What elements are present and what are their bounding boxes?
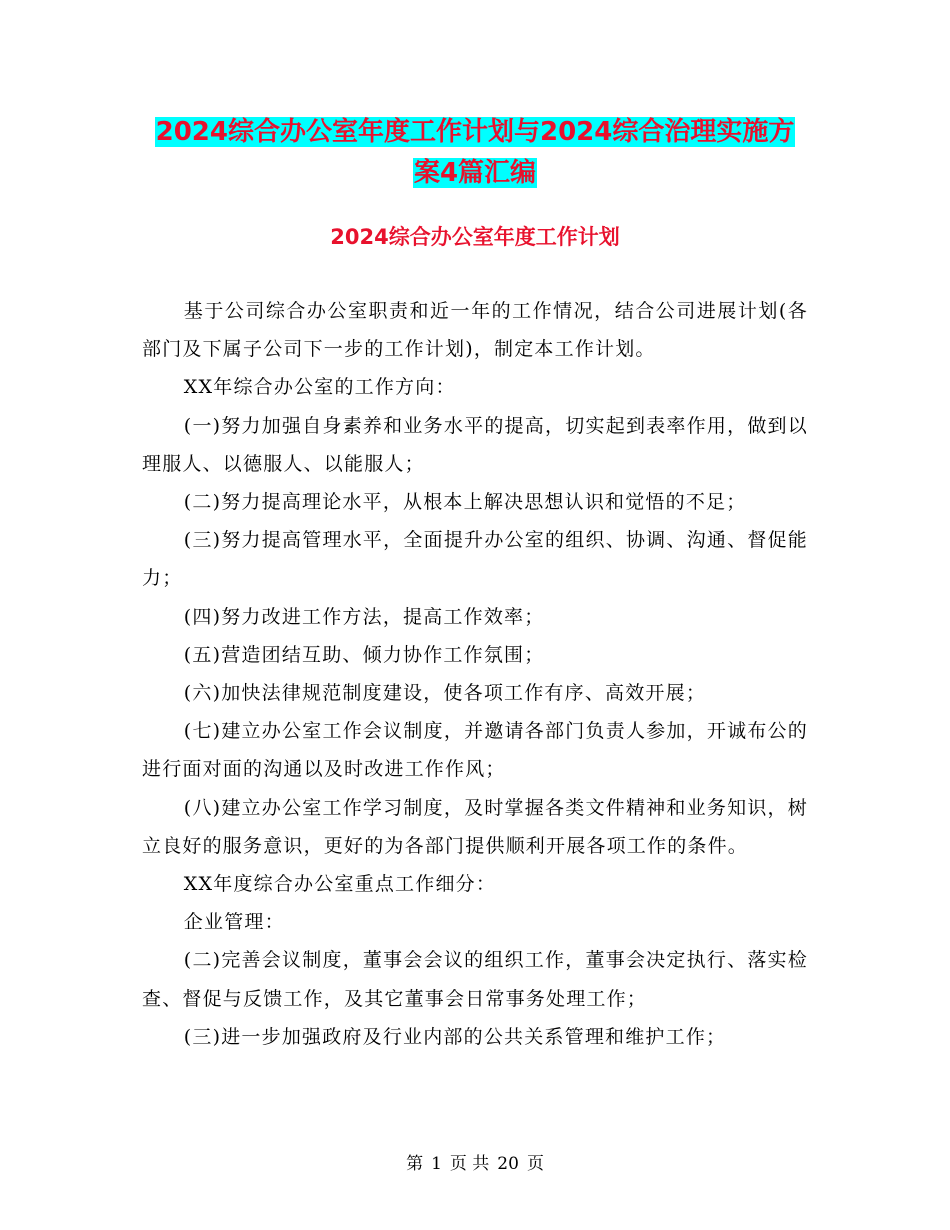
paragraph: XX年度综合办公室重点工作细分： xyxy=(183,873,497,896)
page-label-suffix: 页 xyxy=(526,1154,544,1174)
page-footer xyxy=(0,1152,950,1176)
page-label-mid: 页 共 xyxy=(449,1154,490,1174)
total-page-count: 20 xyxy=(497,1154,519,1174)
document-title-line-1 xyxy=(0,112,950,152)
current-page-number: 1 xyxy=(431,1154,442,1174)
document-title-highlight: 2024综合办公室年度工作计划与2024综合治理实施方 xyxy=(155,117,795,147)
paragraph: (八)建立办公室工作学习制度，及时掌握各类文件精神和业务知识，树立良好的服务意识，更好的为各部门提供顺利开展各项工作的条件。 xyxy=(142,796,808,857)
paragraph: 基于公司综合办公室职责和近一年的工作情况，结合公司进展计划(各部门及下属子公司下一步的工作计划)，制定本工作计划。 xyxy=(142,300,808,361)
document-title-line-2 xyxy=(0,153,950,193)
section-title: 2024综合办公室年度工作计划 xyxy=(330,225,620,249)
paragraph: (四)努力改进工作方法，提高工作效率； xyxy=(183,605,545,628)
paragraph: (七)建立办公室工作会议制度，并邀请各部门负责人参加，开诚布公的进行面对面的沟通以及时改进工作作风； xyxy=(142,720,808,781)
page-label-prefix: 第 xyxy=(406,1154,424,1174)
paragraph: (三)进一步加强政府及行业内部的公共关系管理和维护工作； xyxy=(183,1025,727,1048)
paragraph: (六)加快法律规范制度建设，使各项工作有序、高效开展； xyxy=(183,682,707,705)
document-body xyxy=(142,292,808,1056)
paragraph: (二)努力提高理论水平，从根本上解决思想认识和觉悟的不足； xyxy=(183,491,747,514)
paragraph: (三)努力提高管理水平，全面提升办公室的组织、协调、沟通、督促能力； xyxy=(142,529,808,590)
paragraph: (一)努力加强自身素养和业务水平的提高，切实起到表率作用，做到以理服人、以德服人、以能服人； xyxy=(142,414,808,475)
paragraph: 企业管理： xyxy=(183,911,285,934)
paragraph: XX年综合办公室的工作方向： xyxy=(183,376,456,399)
document-title-highlight: 案4篇汇编 xyxy=(413,158,537,188)
paragraph: (二)完善会议制度，董事会会议的组织工作，董事会决定执行、落实检查、督促与反馈工作，及其它董事会日常事务处理工作； xyxy=(142,949,808,1010)
paragraph: (五)营造团结互助、倾力协作工作氛围； xyxy=(183,643,545,666)
